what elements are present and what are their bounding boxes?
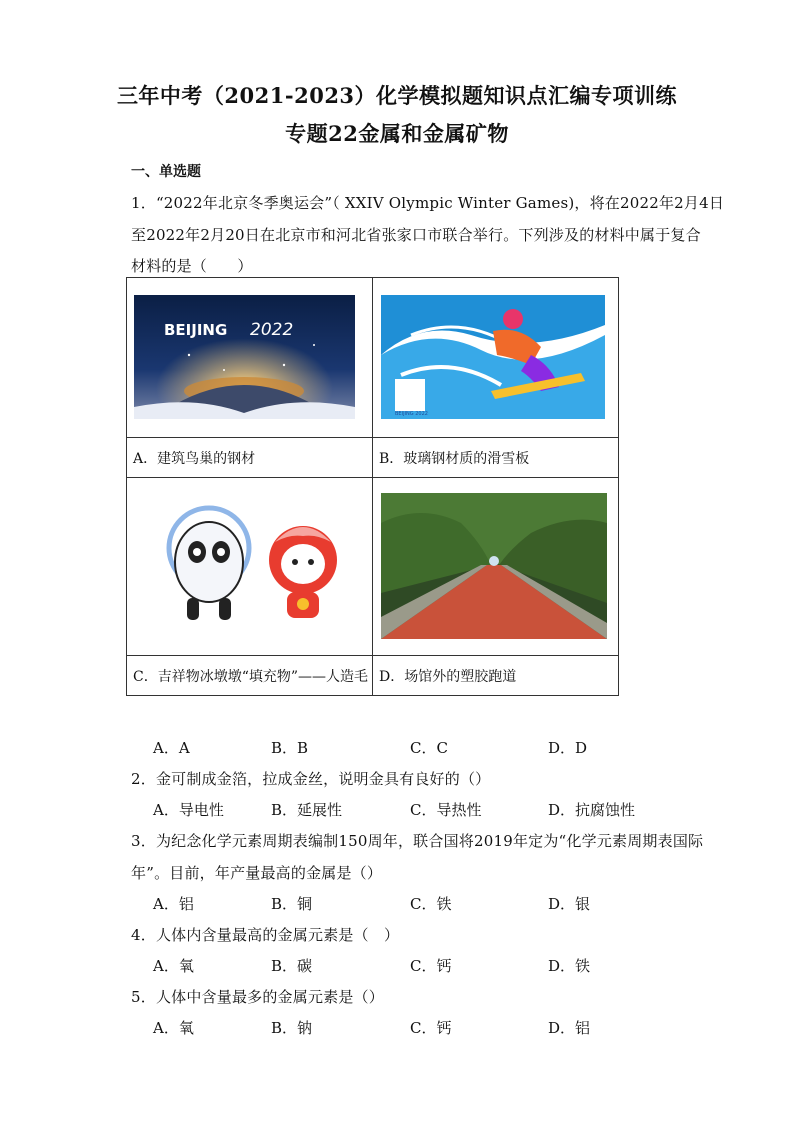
mascots-illustration	[157, 502, 353, 632]
q2-option-d[interactable]: D．抗腐蚀性	[548, 801, 636, 819]
q3-option-b[interactable]: B．铜	[271, 895, 313, 913]
question-2-text: 2．金可制成金箔，拉成金丝，说明金具有良好的（）	[131, 770, 491, 788]
q4-option-b[interactable]: B．碳	[271, 957, 313, 975]
cell-c-image	[127, 478, 373, 656]
cell-b-image	[373, 278, 619, 438]
question-4-options	[153, 955, 673, 977]
q2-option-c[interactable]: C．导热性	[410, 801, 482, 819]
cell-a-image	[127, 278, 373, 438]
q1-option-a[interactable]: A．A	[153, 739, 190, 757]
section-heading: 一、单选题	[131, 164, 201, 180]
question-5-options	[153, 1017, 673, 1039]
question-3-options	[153, 893, 673, 915]
q1-option-d[interactable]: D．D	[548, 739, 588, 757]
snowboarder-illustration	[381, 295, 605, 419]
question-1-line-2: 至2022年2月20日在北京市和河北省张家口市联合举行。下列涉及的材料中属于复合	[131, 226, 701, 244]
beijing-text: BEIJING	[164, 321, 228, 339]
q3-option-a[interactable]: A．铝	[153, 895, 194, 913]
q4-option-a[interactable]: A．氧	[153, 957, 194, 975]
year-text: 2022	[250, 320, 294, 340]
q3-option-d[interactable]: D．银	[548, 895, 591, 913]
question-3-line-2: 年”。目前，年产量最高的金属是（）	[131, 864, 383, 882]
cell-d-caption: D．场馆外的塑胶跑道	[373, 656, 619, 696]
birds-nest-photo	[134, 295, 355, 419]
q2-option-b[interactable]: B．延展性	[271, 801, 343, 819]
question-1-line-3: 材料的是（ ）	[131, 257, 253, 275]
question-1-image-table	[126, 277, 619, 696]
cell-d-image	[373, 478, 619, 656]
question-1-line-1: 1．“2022年北京冬季奥运会”（ XXIV Olympic Winter Games)，将在2022年2月4日	[131, 194, 725, 212]
q5-option-a[interactable]: A．氧	[153, 1019, 194, 1037]
page-title: 三年中考（2021-2023）化学模拟题知识点汇编专项训练	[116, 83, 678, 108]
cell-c-caption: C．吉祥物冰墩墩“填充物”——人造毛	[127, 656, 373, 696]
page-subtitle: 专题22金属和金属矿物	[285, 121, 509, 146]
q1-option-b[interactable]: B．B	[271, 739, 309, 757]
q2-option-a[interactable]: A．导电性	[153, 801, 224, 819]
q4-option-c[interactable]: C．钙	[410, 957, 452, 975]
question-5-text: 5．人体中含量最多的金属元素是（）	[131, 988, 384, 1006]
q4-option-d[interactable]: D．铁	[548, 957, 591, 975]
question-2-options	[153, 799, 673, 821]
q3-option-c[interactable]: C．铁	[410, 895, 452, 913]
q1-option-c[interactable]: C．C	[410, 739, 448, 757]
small-logo-text: BEIJING 2022	[395, 411, 428, 417]
question-4-text: 4．人体内含量最高的金属元素是（ ）	[131, 926, 400, 944]
q5-option-d[interactable]: D．铝	[548, 1019, 591, 1037]
cell-a-caption: A．建筑鸟巢的钢材	[127, 438, 373, 478]
q5-option-b[interactable]: B．钠	[271, 1019, 313, 1037]
question-3-line-1: 3．为纪念化学元素周期表编制150周年，联合国将2019年定为“化学元素周期表国际	[131, 832, 704, 850]
running-track-photo	[381, 493, 607, 639]
question-1-options	[153, 737, 673, 759]
q5-option-c[interactable]: C．钙	[410, 1019, 452, 1037]
cell-b-caption: B．玻璃钢材质的滑雪板	[373, 438, 619, 478]
